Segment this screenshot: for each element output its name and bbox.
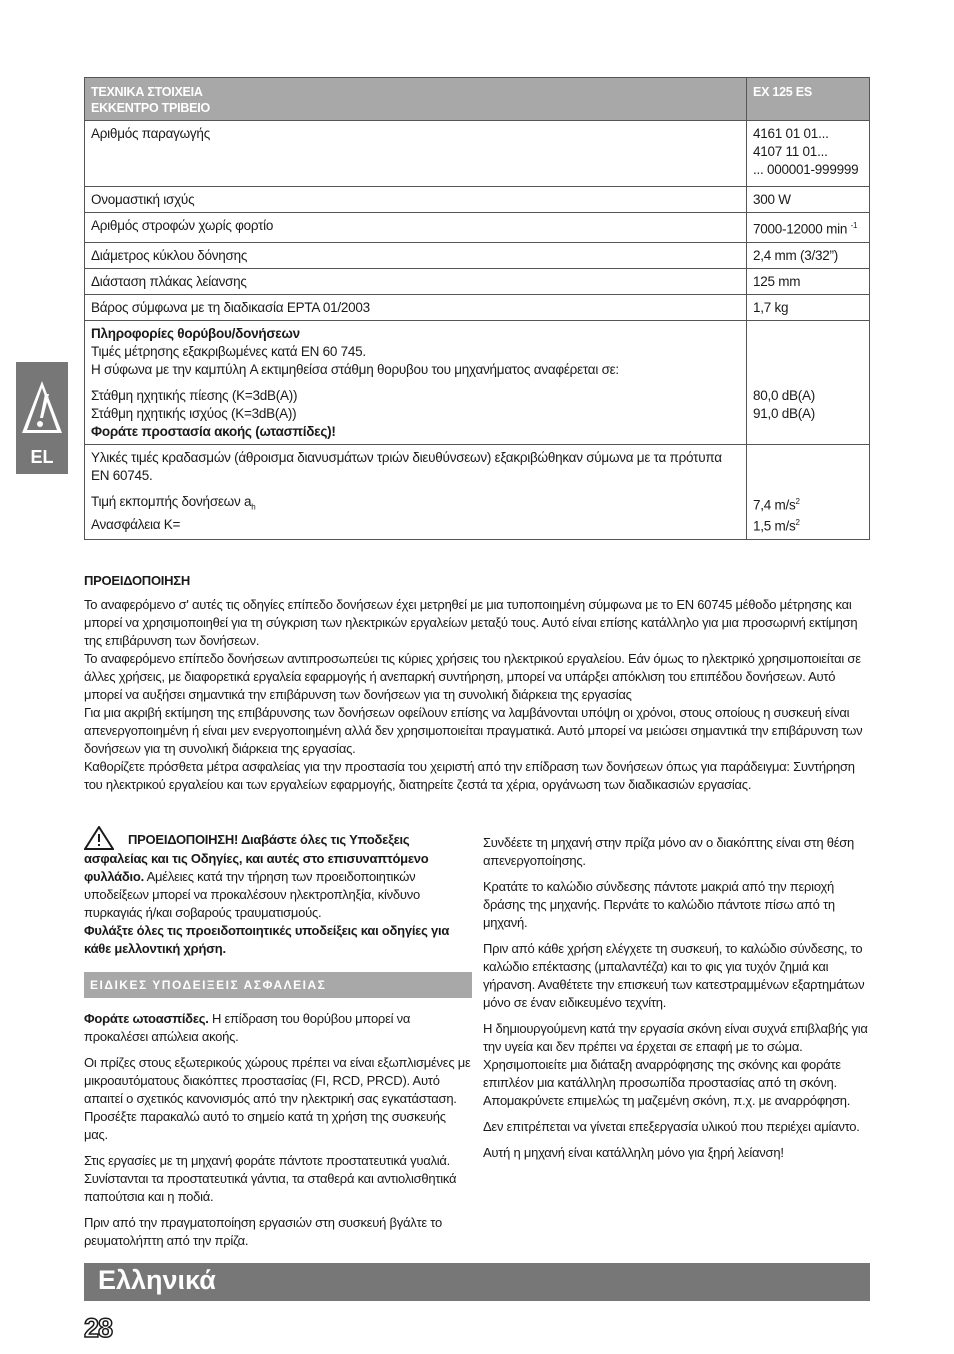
table-row [85,242,870,268]
general-warning [84,826,472,922]
row-label: Αριθμός παραγωγής [85,121,747,187]
table-row [85,121,870,187]
table-row [85,294,870,320]
warning-triangle-icon [84,826,114,850]
general-warning-bold: ΠΡΟΕΙΔΟΠΟΙΗΣΗ! Διαβάστε όλες τις Υποδεξεις ασφαλείας και τις Οδηγίες, και αυτές στο επισυναπτόμενο φυλλάδιο. [84,832,429,884]
unplug-paragraph: Πριν από την πραγματοποίηση εργασιών στη συσκευή βγάλτε το ρευματολήπτη από την πρίζα. [84,1215,442,1248]
right-column [483,834,871,1170]
production-number-2: 4107 11 01... [753,144,828,159]
safety-glasses-paragraph: Στις εργασίες με τη μηχανή φοράτε πάντοτε προστατευτικά γυαλιά. Συνίστανται τα προστατευτικά γάντια, τα σταθερά και αντιολισθητικά παπούτσια και η ποδιά. [84,1153,457,1204]
noise-line-2: Η σύφωνα με την καμπύλη A εκτιμηθείσα στάθμη θορυβου του μηχανήματος αναφέρεται σε: [91,361,619,377]
table-row [85,268,870,294]
emission-subscript: h [251,502,256,512]
sound-power-value: 91,0 dB(A) [753,405,816,421]
dry-sanding-paragraph: Αυτή η μηχανή είναι κατάλληλη μόνο για ξηρή λείανση! [483,1145,784,1160]
warning-paragraph-3: Για μια ακριβή εκτίμηση της επιβάρυνσης των δονήσεων οφείλουν επίσης να λαμβάνονται υπόψη οι χρόνοι, στους οποίους η συσκευή είναι απενεργοποιημένη ή είναι μεν ενεργοποιημένη αλλά δεν χρησιμοποιείται πραγματικά. Αυτό μπορεί να μειώσει σημαντικά την επιβάρυνση των δονήσεων για τη συνολική διάρκεια της εργασίας. [84,705,863,756]
outdoor-sockets-paragraph: Οι πρίζες στους εξωτερικούς χώρους πρέπει να είναι εξωπλισμένες με μικροαυτόματους διακόπτες προστασίας (FI, RCD, PRCD). Αυτό απαιτεί ο σχετικός κανονισμός από την ηλεκτρική σας εγκατάσταση. Προσέξτε παρακαλώ αυτό το σημείο κατά τη χρήση της συσκευής μας. [84,1055,471,1142]
sound-pressure-value: 80,0 dB(A) [753,387,816,403]
language-code: EL [30,447,54,467]
warning-title: ΠΡΟΕΙΔΟΠΟΙΗΣΗ [84,573,190,588]
speed-value: 7000-12000 min [753,221,848,237]
table-header-title [85,78,747,121]
noise-info [85,320,747,444]
asbestos-paragraph: Δεν επιτρέπεται να γίνεται επεξεργασία υλικού που περιέχει αμίαντο. [483,1119,860,1134]
row-value [747,213,870,243]
switch-off-paragraph: Συνδέετε τη μηχανή στην πρίζα μόνο αν ο διακόπτης είναι στη θέση απενεργοποίησης. [483,835,855,868]
header-title-1: ΤΕΧΝΙΚΑ ΣΤΟΙΧΕΙΑ [91,85,203,99]
vibration-intro: Υλικές τιμές κραδασμών (άθροισμα διανυσμάτων τριών διευθύνσεων) εξακριβώθηκαν σύμωνα με τα πρότυπα EN 60745. [91,449,722,483]
warning-paragraph-2: Το αναφερόμενο επίπεδο δονήσεων αντιπροσωπεύει τις κύριες χρήσεις του ηλεκτρικού εργαλείου. Εάν όμως το ηλεκτρικό χρησιμοποιείται σε άλλες χρήσεις, με διαφορετικά εργαλεία εφαρμογής ή ανεπαρκή συντήρηση, μπορεί να υπάρξει απόκλιση του επιπέδου δονήσεων. Αυτό μπορεί να αυξήσει σημαντικά την επιβάρυνση των δονήσεων για τη συνολική διάρκεια της εργασίας [84,651,861,702]
row-value: 1,7 kg [747,294,870,320]
header-model: EX 125 ES [747,78,870,121]
uncertainty-label: Ανασφάλεια K= [91,517,181,533]
language-side-tab [16,362,68,474]
production-number-1: 4161 01 01... [753,126,829,141]
page-number: 28 [84,1313,113,1343]
tech-specs-table [84,77,870,540]
row-value: 300 W [747,187,870,213]
speed-unit-sup: -1 [850,221,858,230]
noise-heading: Πληροφορίες θορύβου/δονήσεων [91,325,300,341]
general-warning-text: Αμέλειες κατά την τήρηση των προειδοποιητικών υποδείξεων μπορεί να προκαλέσουν ηλεκτροπληξία, κίνδυνο πυρκαγιάς ή/και σοβαρούς τραυματισμούς. [84,869,420,920]
vibration-emission-label: Τιμή εκπομπής δονήσεων $a_h$ [91,493,256,512]
vibration-warning-section [84,572,870,794]
uncertainty-value: 1,5 $m/s^2$ [753,518,800,534]
vibration-info [85,444,747,539]
warning-paragraph-4: Καθορίζετε πρόσθετα μέτρα ασφαλείας για την προστασία του χειριστή από την επίδραση των δονήσεων όπως για παράδειγμα: Συντήρηση του ηλεκτρικού εργαλείου και των εργαλείων εφαρμογής, διατηρείτε ζεστά τα χέρια, οργάνωση των διαδικασιών εργασίας. [84,759,855,792]
row-value [747,121,870,187]
row-label: Διάμετρος κύκλου δόνησης [85,242,747,268]
row-label: Αριθμός στροφών χωρίς φορτίο [85,213,747,243]
inspection-paragraph: Πριν από κάθε χρήση ελέγχετε τη συσκευή, το καλώδιο σύνδεσης, το καλώδιο επέκτασης (μπαλαντέζα) και το φις για τυχόν ζημιά και γήρανση. Αναθέτετε την επισκευή των κατεστραμμένων εξαρτημάτων μόνο σε έναν ειδικευμένο τεχνίτη. [483,941,865,1010]
table-header-row [85,78,870,121]
section-title-bar: ΕΙΔΙΚΕΣ ΥΠΟΔΕΙΞΕΙΣ ΑΣΦΑΛΕΙΑΣ [84,972,472,998]
table-row [85,213,870,243]
table-row [85,187,870,213]
ear-protection-note: Φοράτε προστασία ακοής (ωτασπίδες)! [91,423,336,439]
noise-values [747,320,870,444]
row-label: Βάρος σύμφωνα με τη διαδικασία EPTA 01/2003 [85,294,747,320]
header-title-2: ΕΚΚΕΝΤΡΟ ΤΡΙΒΕΙΟ [91,101,210,115]
row-label: Ονομαστική ισχύς [85,187,747,213]
row-value: 2,4 mm (3/32”) [747,242,870,268]
cable-paragraph: Κρατάτε το καλώδιο σύνδεσης πάντοτε μακριά από την περιοχή δράσης της μηχανής. Περνάτε το καλώδιο πάντοτε πίσω από τη μηχανή. [483,879,835,930]
vibration-row [85,444,870,539]
warning-exclamation-icon [20,378,64,436]
production-number-3: ... 000001-999999 [753,162,859,177]
row-value: 125 mm [747,268,870,294]
left-column [84,826,472,1258]
noise-row [85,320,870,444]
language-title: Ελληνικά [98,1265,216,1295]
vibration-values [747,444,870,539]
keep-instructions-note: Φυλάξτε όλες τις προειδοποιητικές υποδείξεις και οδηγίες για κάθε μελλοντική χρήση. [84,923,450,956]
vibration-emission-value: 7,4 $m/s^2$ [753,496,800,512]
noise-line-1: Τιμές μέτρησης εξακριβωμένες κατά EN 60 745. [91,343,366,359]
sound-pressure-label: Στάθμη ηχητικής πίεσης (K=3dB(A)) [91,387,298,403]
language-footer-bar [84,1263,870,1301]
dust-paragraph: Η δημιουργούμενη κατά την εργασία σκόνη είναι συχνά επιβλαβής για την υγεία και δεν πρέπει να έρχεται σε επαφή με το σώμα. Χρησιμοποιείτε μια διάταξη αναρρόφησης της σκόνης και φοράτε επιπλέον μια κατάλληλη προσωπίδα προστασίας από τη σκόνη. Απομακρύνετε επιμελώς τη μαζεμένη σκόνη, π.χ. με αναρρόφηση. [483,1021,868,1108]
warning-paragraph-1: Το αναφερόμενο σ' αυτές τις οδηγίες επίπεδο δονήσεων έχει μετρηθεί με μια τυποποιημένη σύμφωνα με το EN 60745 μέθοδο μέτρησης και μπορεί να χρησιμοποιηθεί για τη σύγκριση των ηλεκτρικών εργαλείων μεταξύ τους. Αυτό είναι επίσης κατάλληλο για μια προσωρινή εκτίμηση της επιβάρυνση των δονήσεων. [84,597,858,648]
ear-protection-paragraph: Φοράτε ωτοασπίδες. Η επίδραση του θορύβου μπορεί να προκαλέσει απώλεια ακοής. [84,1011,411,1044]
row-label: Διάσταση πλάκας λείανσης [85,268,747,294]
sound-power-label: Στάθμη ηχητικής ισχύος (K=3dB(A)) [91,405,297,421]
